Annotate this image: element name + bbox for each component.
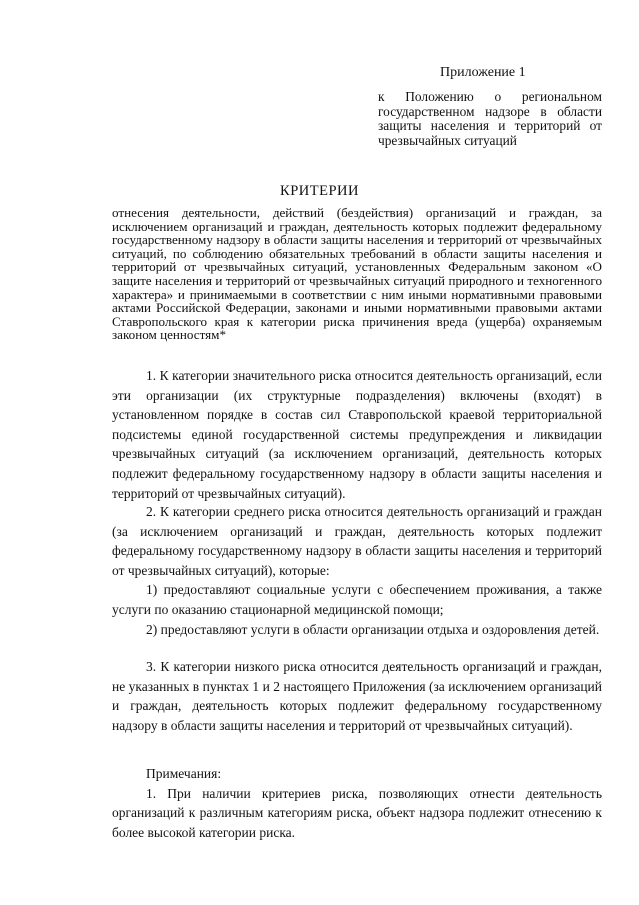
section-medium-risk xyxy=(112,502,602,639)
paragraph-medium-risk-item-1: 1) предоставляют социальные услуги с обеспечением проживания, а также услуги по оказанию стационарной медицинской помощи; xyxy=(112,582,602,617)
document-subtitle: отнесения деятельности, действий (бездействия) организаций и граждан, за исключением организаций и граждан, деятельность которых подлежит федеральному государственному надзору в области защиты населения и территорий от чрезвычайных ситуаций, по соблюдению обязательных требований в области защиты населения и территорий от чрезвычайных ситуаций, установленных Федеральным законом «О защите населения и территорий от чрезвычайных ситуаций природного и техногенного характера» и принимаемыми в соответствии с ним иными нормативными правовыми актами Российской Федерации, законами и иными нормативными правовыми актами Ставропольского края к категории риска причинения вреда (ущерба) охраняемым законом ценностям* xyxy=(112,205,602,343)
paragraph-significant-risk: 1. К категории значительного риска относится деятельность организаций, если эти организации (их структурные подразделения) включены (входят) в установленном порядке в состав сил Ставропольской краевой территориальной подсистемы единой государственной системы предупреждения и ликвидации чрезвычайных ситуаций (за исключением организаций, деятельность которых подлежит федеральному государственному надзору в области защиты населения и территорий от чрезвычайных ситуаций). xyxy=(112,368,602,501)
section-notes xyxy=(112,764,602,842)
paragraph-low-risk: 3. К категории низкого риска относится деятельность организаций и граждан, не указанных в пунктах 1 и 2 настоящего Приложения (за исключением организаций и граждан, деятельность которых подлежит федеральному государственному надзору в области защиты населения и территорий от чрезвычайных ситуаций). xyxy=(112,659,602,733)
notes-label: Примечания: xyxy=(146,766,222,781)
section-significant-risk xyxy=(112,366,602,503)
section-low-risk xyxy=(112,657,602,735)
appendix-reference: к Положению о региональном государственном надзоре в области защиты населения и территорий от чрезвычайных ситуаций xyxy=(378,89,602,148)
paragraph-medium-risk-intro: 2. К категории среднего риска относится деятельность организаций и граждан (за исключением организаций и граждан, деятельность которых подлежит федеральному государственному надзору в области защиты населения и территорий от чрезвычайных ситуаций), которые: xyxy=(112,504,602,578)
appendix-title: Приложение 1 xyxy=(440,65,526,80)
notes-item-1: 1. При наличии критериев риска, позволяющих отнести деятельность организаций к различным категориям риска, объект надзора подлежит отнесению к более высокой категории риска. xyxy=(112,785,602,840)
document-heading: КРИТЕРИИ xyxy=(280,183,359,199)
paragraph-medium-risk-item-2: 2) предоставляют услуги в области организации отдыха и оздоровления детей. xyxy=(146,621,600,637)
